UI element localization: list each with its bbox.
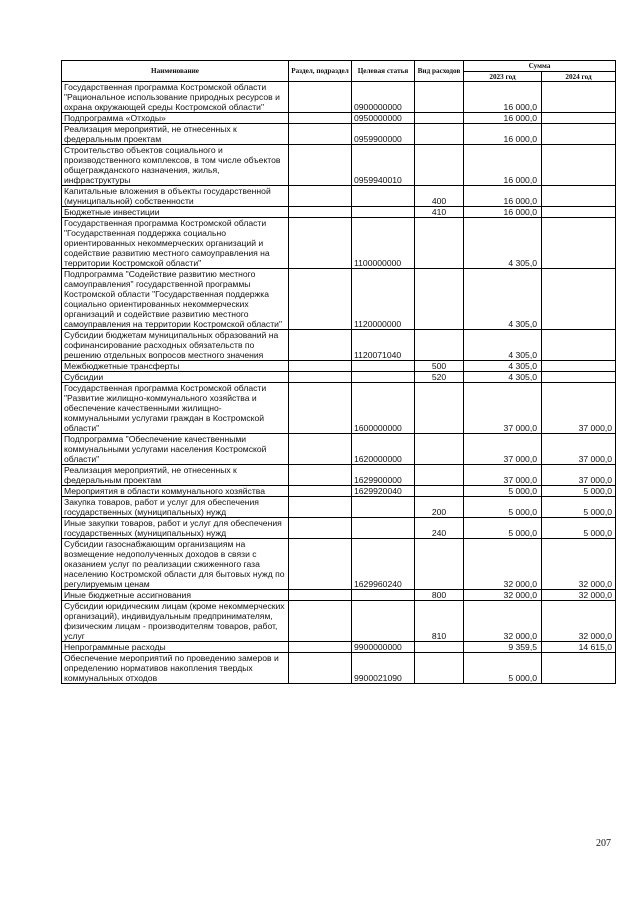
row-sum-2024 — [542, 207, 616, 218]
row-sum-2023: 37 000,0 — [464, 465, 542, 486]
table-row — [62, 186, 616, 207]
row-section — [289, 361, 352, 372]
row-section — [289, 207, 352, 218]
row-type: 800 — [415, 590, 464, 601]
table-row — [62, 518, 616, 539]
row-sum-2023: 32 000,0 — [464, 539, 542, 590]
row-type — [415, 218, 464, 269]
row-name: Реализация мероприятий, не отнесенных к федеральным проектам — [62, 465, 289, 486]
table-body — [62, 82, 616, 684]
row-name: Государственная программа Костромской области "Развитие жилищно-коммунального хозяйства и обеспечение качественными жилищно-коммунальными услугами граждан в Костромской области" — [62, 383, 289, 434]
table-row — [62, 601, 616, 642]
row-section — [289, 218, 352, 269]
row-section — [289, 372, 352, 383]
row-target: 1629960240 — [352, 539, 415, 590]
row-target — [352, 207, 415, 218]
table-row — [62, 207, 616, 218]
row-type: 400 — [415, 186, 464, 207]
row-section — [289, 642, 352, 653]
row-target: 1120071040 — [352, 330, 415, 361]
table-row — [62, 497, 616, 518]
table-row — [62, 590, 616, 601]
row-sum-2024: 14 615,0 — [542, 642, 616, 653]
row-sum-2023: 37 000,0 — [464, 434, 542, 465]
table-row — [62, 383, 616, 434]
row-sum-2024 — [542, 124, 616, 145]
row-type: 410 — [415, 207, 464, 218]
row-sum-2023: 5 000,0 — [464, 653, 542, 684]
row-target: 9900000000 — [352, 642, 415, 653]
row-sum-2023: 16 000,0 — [464, 145, 542, 186]
row-type — [415, 486, 464, 497]
row-name: Государственная программа Костромской области "Государственная поддержка социально ориентированных некоммерческих организаций и содействие развитию местного самоуправления на территории Костромской области" — [62, 218, 289, 269]
row-type — [415, 82, 464, 113]
row-sum-2024: 5 000,0 — [542, 486, 616, 497]
table-row — [62, 486, 616, 497]
row-section — [289, 497, 352, 518]
table-row — [62, 124, 616, 145]
row-sum-2024: 37 000,0 — [542, 465, 616, 486]
row-sum-2024 — [542, 361, 616, 372]
row-target: 0959900000 — [352, 124, 415, 145]
row-name: Иные бюджетные ассигнования — [62, 590, 289, 601]
row-sum-2024 — [542, 113, 616, 124]
row-sum-2024 — [542, 653, 616, 684]
row-sum-2024: 37 000,0 — [542, 434, 616, 465]
row-target — [352, 361, 415, 372]
row-section — [289, 486, 352, 497]
row-target: 0950000000 — [352, 113, 415, 124]
row-type: 810 — [415, 601, 464, 642]
row-type — [415, 124, 464, 145]
row-sum-2024 — [542, 269, 616, 330]
row-target: 0900000000 — [352, 82, 415, 113]
row-sum-2023: 4 305,0 — [464, 218, 542, 269]
row-type — [415, 145, 464, 186]
row-name: Непрограммные расходы — [62, 642, 289, 653]
row-sum-2023: 5 000,0 — [464, 497, 542, 518]
row-sum-2023: 5 000,0 — [464, 518, 542, 539]
row-sum-2023: 4 305,0 — [464, 361, 542, 372]
row-name: Подпрограмма "Обеспечение качественными коммунальными услугами населения Костромской области" — [62, 434, 289, 465]
row-target — [352, 601, 415, 642]
header-section: Раздел, подраздел — [289, 61, 352, 82]
row-sum-2024 — [542, 82, 616, 113]
header-name: Наименование — [62, 61, 289, 82]
row-section — [289, 330, 352, 361]
row-name: Обеспечение мероприятий по проведению замеров и определению нормативов накопления твердых коммунальных отходов — [62, 653, 289, 684]
row-section — [289, 186, 352, 207]
row-section — [289, 383, 352, 434]
table-row — [62, 434, 616, 465]
row-sum-2024 — [542, 218, 616, 269]
row-section — [289, 590, 352, 601]
row-name: Субсидии газоснабжающим организациям на возмещение недополученных доходов в связи с оказанием услуг по реализации сжиженного газа населению Костромской области для бытовых нужд по регулируемым ценам — [62, 539, 289, 590]
row-sum-2023: 9 359,5 — [464, 642, 542, 653]
row-target: 1100000000 — [352, 218, 415, 269]
header-sum: Сумма — [464, 61, 616, 72]
header-2023: 2023 год — [464, 72, 542, 82]
table-row — [62, 330, 616, 361]
row-name: Субсидии бюджетам муниципальных образований на софинансирование расходных обязательств по решению отдельных вопросов местного значения — [62, 330, 289, 361]
row-type — [415, 434, 464, 465]
row-sum-2023: 16 000,0 — [464, 82, 542, 113]
row-name: Строительство объектов социального и производственного комплексов, в том числе объектов общегражданского назначения, жилья, инфраструктуры — [62, 145, 289, 186]
header-2024: 2024 год — [542, 72, 616, 82]
row-name: Иные закупки товаров, работ и услуг для обеспечения государственных (муниципальных) нужд — [62, 518, 289, 539]
row-target: 9900021090 — [352, 653, 415, 684]
row-sum-2024 — [542, 145, 616, 186]
row-type — [415, 383, 464, 434]
row-sum-2023: 4 305,0 — [464, 330, 542, 361]
row-type — [415, 113, 464, 124]
row-name: Реализация мероприятий, не отнесенных к федеральным проектам — [62, 124, 289, 145]
row-sum-2023: 32 000,0 — [464, 601, 542, 642]
row-sum-2023: 32 000,0 — [464, 590, 542, 601]
row-name: Субсидии — [62, 372, 289, 383]
row-name: Бюджетные инвестиции — [62, 207, 289, 218]
row-section — [289, 653, 352, 684]
row-target — [352, 518, 415, 539]
row-target: 0959940010 — [352, 145, 415, 186]
row-name: Подпрограмма "Содействие развитию местного самоуправления" государственной программы Костромской области "Государственная поддержка социально ориентированных некоммерческих организаций и содействие развитию местного самоуправления на территории Костромской области" — [62, 269, 289, 330]
budget-table-sheet — [61, 60, 615, 684]
row-name: Подпрограмма «Отходы» — [62, 113, 289, 124]
table-row — [62, 465, 616, 486]
table-row — [62, 269, 616, 330]
row-target: 1629900000 — [352, 465, 415, 486]
table-row — [62, 218, 616, 269]
row-type — [415, 269, 464, 330]
row-target: 1629920040 — [352, 486, 415, 497]
row-type — [415, 653, 464, 684]
row-section — [289, 269, 352, 330]
table-row — [62, 145, 616, 186]
row-section — [289, 145, 352, 186]
row-section — [289, 434, 352, 465]
table-row — [62, 113, 616, 124]
table-row — [62, 361, 616, 372]
row-sum-2023: 16 000,0 — [464, 113, 542, 124]
row-section — [289, 124, 352, 145]
row-type — [415, 465, 464, 486]
row-target — [352, 590, 415, 601]
row-sum-2024: 32 000,0 — [542, 539, 616, 590]
row-name: Закупка товаров, работ и услуг для обеспечения государственных (муниципальных) нужд — [62, 497, 289, 518]
budget-table — [61, 60, 616, 684]
row-sum-2023: 16 000,0 — [464, 207, 542, 218]
row-section — [289, 518, 352, 539]
table-row — [62, 539, 616, 590]
row-type: 240 — [415, 518, 464, 539]
row-sum-2023: 4 305,0 — [464, 269, 542, 330]
row-target — [352, 497, 415, 518]
table-row — [62, 653, 616, 684]
row-section — [289, 539, 352, 590]
row-section — [289, 113, 352, 124]
row-type — [415, 330, 464, 361]
row-section — [289, 465, 352, 486]
row-type — [415, 642, 464, 653]
row-target — [352, 372, 415, 383]
row-sum-2023: 16 000,0 — [464, 186, 542, 207]
row-section — [289, 601, 352, 642]
row-target: 1120000000 — [352, 269, 415, 330]
row-type: 500 — [415, 361, 464, 372]
row-sum-2024 — [542, 330, 616, 361]
row-sum-2024: 5 000,0 — [542, 518, 616, 539]
row-name: Государственная программа Костромской области "Рациональное использование природных ресурсов и охрана окружающей среды Костромской области" — [62, 82, 289, 113]
row-target — [352, 186, 415, 207]
row-target: 1620000000 — [352, 434, 415, 465]
row-target: 1600000000 — [352, 383, 415, 434]
row-name: Мероприятия в области коммунального хозяйства — [62, 486, 289, 497]
row-sum-2023: 5 000,0 — [464, 486, 542, 497]
row-name: Межбюджетные трансферты — [62, 361, 289, 372]
row-sum-2024: 32 000,0 — [542, 601, 616, 642]
row-sum-2024: 5 000,0 — [542, 497, 616, 518]
table-row — [62, 642, 616, 653]
header-target: Целевая статья — [352, 61, 415, 82]
row-sum-2023: 37 000,0 — [464, 383, 542, 434]
table-row — [62, 82, 616, 113]
row-name: Капитальные вложения в объекты государственной (муниципальной) собственности — [62, 186, 289, 207]
row-sum-2024: 37 000,0 — [542, 383, 616, 434]
row-type: 520 — [415, 372, 464, 383]
row-name: Субсидии юридическим лицам (кроме некоммерческих организаций), индивидуальным предпринимателям, физическим лицам - производителям товаров, работ, услуг — [62, 601, 289, 642]
row-sum-2024 — [542, 372, 616, 383]
row-sum-2024 — [542, 186, 616, 207]
header-type: Вид расходов — [415, 61, 464, 82]
row-sum-2024: 32 000,0 — [542, 590, 616, 601]
row-section — [289, 82, 352, 113]
row-sum-2023: 16 000,0 — [464, 124, 542, 145]
row-type — [415, 539, 464, 590]
row-type: 200 — [415, 497, 464, 518]
page-number: 207 — [596, 838, 611, 849]
table-row — [62, 372, 616, 383]
row-sum-2023: 4 305,0 — [464, 372, 542, 383]
